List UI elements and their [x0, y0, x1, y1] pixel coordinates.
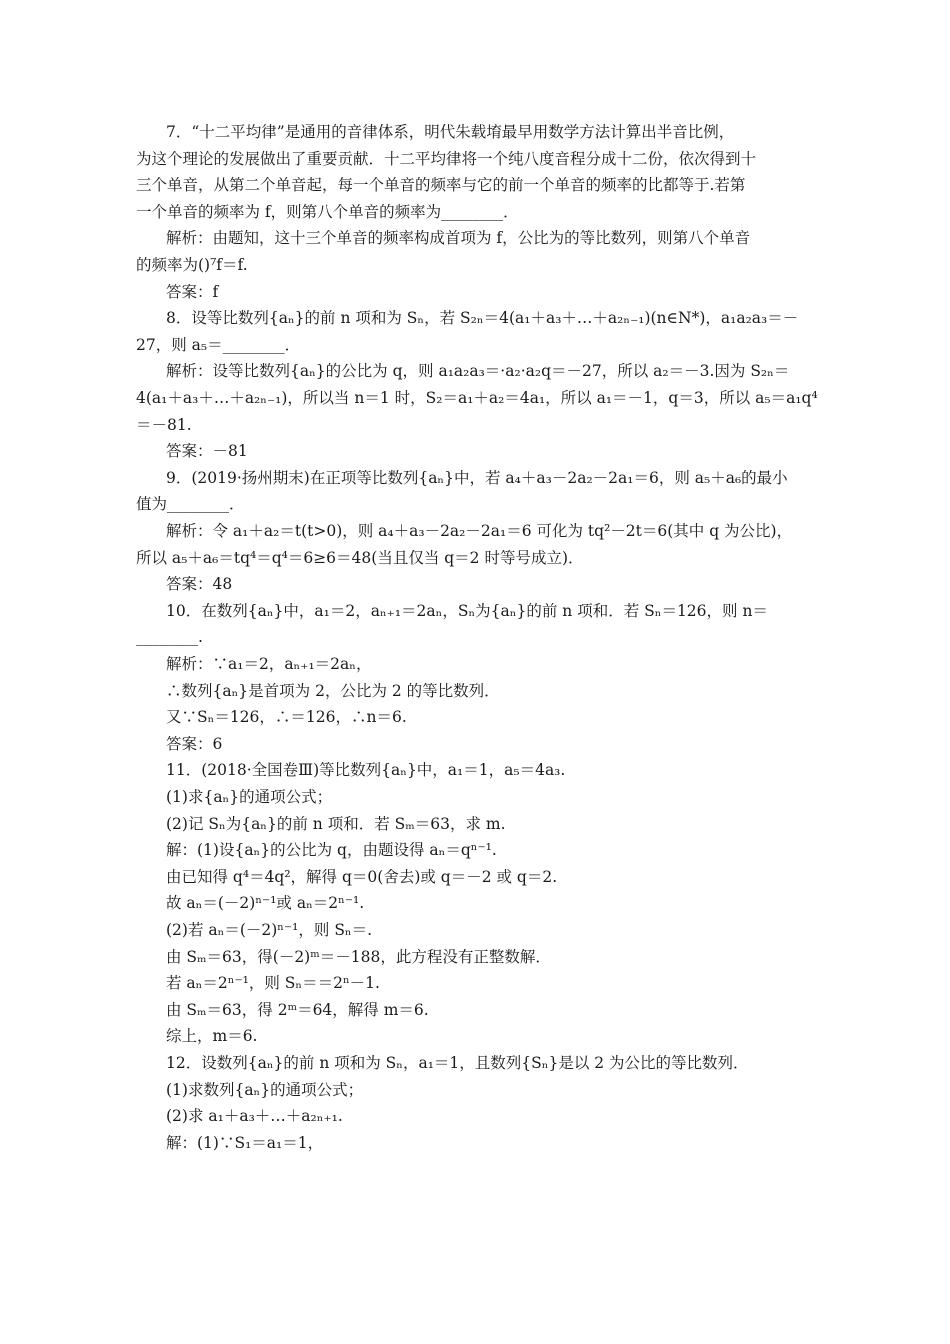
- text-line: 解析：由题知，这十三个单音的频率构成首项为 f，公比为的等比数列，则第八个单音: [166, 229, 751, 248]
- text-line: (2)若 aₙ＝(－2)ⁿ⁻¹，则 Sₙ＝.: [166, 921, 373, 939]
- text-line: 4(a₁＋a₃＋…＋a₂ₙ₋₁)，所以当 n＝1 时，S₂＝a₁＋a₂＝4a₁，所以 a₁＝－1，q＝3，所以 a₅＝a₁q⁴: [136, 389, 818, 407]
- text-line: 答案：f: [166, 282, 219, 301]
- text-line: 8．设等比数列{aₙ}的前 n 项和为 Sₙ，若 S₂ₙ＝4(a₁＋a₃＋…＋a₂ₙ₋₁)(n∈N*)，a₁a₂a₃＝－: [166, 309, 799, 328]
- text-line: 答案：48: [166, 575, 233, 594]
- text-line: ∴数列{aₙ}是首项为 2，公比为 2 的等比数列．: [166, 681, 500, 700]
- text-line: 解析：∵a₁＝2，aₙ₊₁＝2aₙ，: [166, 655, 372, 673]
- text-line: 7．“十二平均律”是通用的音律体系，明代朱载堉最早用数学方法计算出半音比例，: [166, 123, 735, 141]
- text-line: 11．(2018·全国卷Ⅲ)等比数列{aₙ}中，a₁＝1，a₅＝4a₃.: [166, 761, 566, 780]
- text-line: (2)记 Sₙ为{aₙ}的前 n 项和．若 Sₘ＝63，求 m.: [166, 814, 506, 833]
- text-line: (2)求 a₁＋a₃＋…＋a₂ₙ₊₁.: [166, 1107, 343, 1126]
- text-line: 又∵Sₙ＝126，∴＝126，∴n＝6.: [166, 708, 407, 727]
- text-line: 解析：令 a₁＋a₂＝t(t>0)，则 a₄＋a₃－2a₂－2a₁＝6 可化为 tq²－2t＝6(其中 q 为公比)，: [166, 522, 793, 540]
- text-line: 三个单音，从第二个单音起，每一个单音的频率与它的前一个单音的频率的比都等于.若第: [136, 176, 746, 195]
- text-line: 10．在数列{aₙ}中，a₁＝2，aₙ₊₁＝2aₙ，Sₙ为{aₙ}的前 n 项和．若 Sₙ＝126，则 n＝: [166, 601, 768, 620]
- text-line: (1)求{aₙ}的通项公式；: [166, 788, 333, 806]
- text-line: 由 Sₘ＝63，得(－2)ᵐ＝－188，此方程没有正整数解．: [166, 947, 551, 966]
- text-line: 解：(1)∵S₁＝a₁＝1，: [166, 1133, 324, 1152]
- text-line: 所以 a₅＋a₆＝tq⁴＝q⁴＝6≥6＝48(当且仅当 q＝2 时等号成立)．: [136, 548, 584, 567]
- text-line: 值为________．: [136, 495, 245, 514]
- text-line: 的频率为()⁷f＝f.: [136, 256, 248, 274]
- text-line: 12．设数列{aₙ}的前 n 项和为 Sₙ，a₁＝1，且数列{Sₙ}是以 2 为公比的等比数列．: [166, 1054, 749, 1072]
- text-line: 由 Sₘ＝63，得 2ᵐ＝64，解得 m＝6.: [166, 1000, 429, 1019]
- text-line: 为这个理论的发展做出了重要贡献．十二平均律将一个纯八度音程分成十二份，依次得到十: [136, 149, 757, 168]
- text-line: ＝－81.: [136, 415, 192, 434]
- text-line: (1)求数列{aₙ}的通项公式；: [166, 1080, 364, 1099]
- text-line: 故 aₙ＝(－2)ⁿ⁻¹或 aₙ＝2ⁿ⁻¹.: [166, 894, 365, 913]
- text-line: 答案：6: [166, 734, 223, 753]
- text-line: 一个单音的频率为 f，则第八个单音的频率为________．: [136, 202, 519, 221]
- text-line: 若 aₙ＝2ⁿ⁻¹，则 Sₙ＝＝2ⁿ－1.: [166, 974, 380, 993]
- text-line: 27，则 a₅＝________．: [136, 335, 301, 354]
- text-line: 解析：设等比数列{aₙ}的公比为 q，则 a₁a₂a₃＝·a₂·a₂q＝－27，所以 a₂＝－3.因为 S₂ₙ＝: [166, 362, 790, 381]
- text-line: ________.: [136, 628, 203, 647]
- text-line: 解：(1)设{aₙ}的公比为 q，由题设得 aₙ＝qⁿ⁻¹.: [166, 841, 497, 860]
- text-line: 9．(2019·扬州期末)在正项等比数列{aₙ}中，若 a₄＋a₃－2a₂－2a₁＝6，则 a₅＋a₆的最小: [166, 468, 788, 487]
- text-line: 由已知得 q⁴＝4q²，解得 q＝0(舍去)或 q＝－2 或 q＝2.: [166, 867, 558, 886]
- text-line: 答案：－81: [166, 442, 248, 461]
- text-line: 综上，m＝6.: [166, 1027, 258, 1046]
